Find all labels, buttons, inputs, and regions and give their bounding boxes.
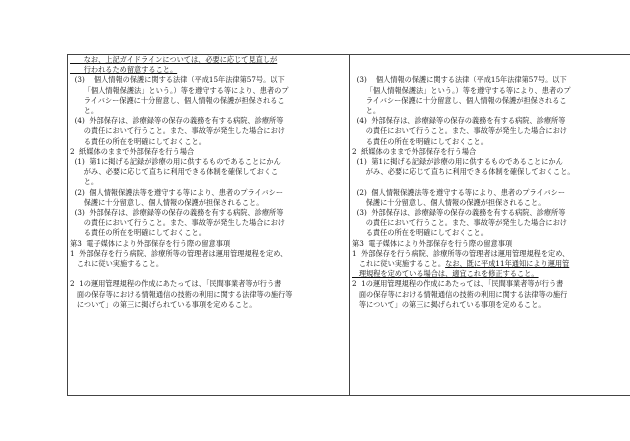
right-text-line [352,208,629,218]
left-line-text: 1 外部保存を行う病院、診療所等の管理者は運用管理規程を定め、 [70,248,288,258]
left-text-line [70,249,346,259]
right-line-text: 2 1の運用管理規程の作成にあたっては、「民間事業者等が行う書 [352,279,564,289]
right-text-line [352,188,629,198]
left-text-line [70,208,346,218]
right-text-line [352,290,629,300]
right-text-line [352,300,629,310]
right-text-line [352,75,629,85]
right-line-text: 第3 電子媒体により外部保存を行う際の留意事項 [352,238,513,248]
right-text-line [352,167,629,177]
left-text-line [70,177,346,187]
right-column [350,55,630,395]
right-line-text: (3) 外部保存は、診療録等の保存の義務を有する病院、診療所等 [352,208,566,218]
right-line-text [352,65,354,74]
right-text-line [352,218,629,228]
right-line-text: の責任において行うこと。また、事故等が発生した場合におけ [352,218,567,228]
right-line-text: る責任の所在を明確にしておくこと。 [352,228,488,238]
right-line-text: 2 紙媒体のままで外部保存を行う場合 [352,146,477,156]
left-line-text: 行われるため留意すること。 [70,65,178,75]
left-line-text: (3) 外部保存は、診療録等の保存の義務を有する病院、診療所等 [70,208,284,218]
right-line-text: 1 外部保存を行う病院、診療所等の管理者は運用管理規程を定め、 [352,248,570,258]
left-text-line [70,55,346,65]
left-text-line [70,300,346,310]
left-line-text: について」の第三に掲げられている事項を定めること。 [70,299,257,309]
right-text-line [352,96,629,106]
left-line-text: る責任の所在を明確にしておくこと。 [70,136,206,146]
left-text-line [70,259,346,269]
left-text-line [70,269,346,279]
left-line-text: と。 [70,177,99,187]
left-line-text: ライバシー保護に十分留意し、個人情報の保護が担保されるこ [70,95,285,105]
left-text-line [70,279,346,289]
right-line-text [352,177,354,186]
right-text-line [352,177,629,187]
right-line-text: る責任の所在を明確にしておくこと。 [352,136,488,146]
right-line-text: ライバシー保護に十分留意し、個人情報の保護が担保されるこ [352,95,567,105]
right-line-text: 等について」の第三に掲げられている事項を定めること。 [352,299,546,309]
left-text-line [70,126,346,136]
right-line-text: 保護に十分留意し、個人情報の保護が担保されること。 [352,197,546,207]
left-line-text: (1) 第1に掲げる記録が診療の用に供するものであることにかん [70,157,281,167]
left-line-text: 第3 電子媒体により外部保存を行う際の留意事項 [70,238,231,248]
left-line-text: 面の保存等における情報通信の技術の利用に関する法律等の施行等 [70,289,293,299]
left-text-line [70,137,346,147]
left-text-line [70,198,346,208]
right-line-text: 「個人情報保護法」という。）等を遵守する等により、患者のプ [352,85,571,95]
right-line-text: (1) 第1に掲げる記録が診療の用に供するものであることにかん [352,157,563,167]
right-line-text: と。 [352,106,381,116]
left-text-line [70,116,346,126]
left-text-line [70,147,346,157]
left-line-text: がみ、必要に応じて直ちに利用できる体制を確保しておくこ [70,167,279,177]
left-text-line [70,228,346,238]
right-text-line [352,228,629,238]
left-text-line [70,86,346,96]
left-text-line [70,96,346,106]
right-line-text: 面の保存等における情報通信の技術の利用に関する法律等の施行 [352,289,568,299]
left-line-text: の責任において行うこと。また、事故等が発生した場合におけ [70,126,285,136]
left-line-text: 「個人情報保護法」という。）等を遵守する等により、患者のプ [70,85,289,95]
right-line-text: (3) 個人情報の保護に関する法律（平成15年法律第57号。以下 [352,75,567,85]
right-text-line [352,198,629,208]
right-text-line [352,249,629,259]
left-line-text: の責任において行うこと。また、事故等が発生した場合におけ [70,218,285,228]
right-text-line [352,269,629,279]
right-text-line [352,86,629,96]
right-text-line [352,116,629,126]
left-text-line [70,188,346,198]
left-line-text: これに従い実施すること。 [70,259,164,269]
right-text-line [352,137,629,147]
right-text-line [352,65,629,75]
left-line-text: 保護に十分留意し、個人情報の保護が担保されること。 [70,197,264,207]
right-line-text: (4) 外部保存は、診療録等の保存の義務を有する病院、診療所等 [352,116,566,126]
left-line-text: 2 紙媒体のままで外部保存を行う場合 [70,146,195,156]
left-line-text: 2 1の運用管理規程の作成にあたっては、「民間事業者等が行う書 [70,279,282,289]
right-text-line [352,239,629,249]
left-text-line [70,157,346,167]
left-text-line [70,106,346,116]
comparison-table [67,54,630,396]
right-text-line [352,157,629,167]
left-text-line [70,239,346,249]
left-text-line [70,167,346,177]
right-line-amendment: なお、既に平成11年通知により運用管 [445,259,570,269]
right-line-text: がみ、必要に応じて直ちに利用できる体制を確保しておくこと。 [352,167,575,177]
left-line-text: (4) 外部保存は、診療録等の保存の義務を有する病院、診療所等 [70,116,284,126]
right-line-text: これに従い実施すること。 [352,259,446,269]
right-text-line [352,259,629,269]
left-line-text: (3) 個人情報の保護に関する法律（平成15年法律第57号。以下 [70,75,285,85]
right-line-text: (2) 個人情報保護法等を遵守する等により、患者のプライバシー [352,187,566,197]
right-text-line [352,279,629,289]
left-text-line [70,218,346,228]
left-line-text [70,269,72,278]
left-line-text: (2) 個人情報保護法等を遵守する等により、患者のプライバシー [70,187,284,197]
right-line-text: 理規程を定めている場合は、適宜これを修正すること。 [352,269,539,279]
left-text-line [70,290,346,300]
left-line-text: と。 [70,106,99,116]
right-text-line [352,147,629,157]
left-text-line [70,75,346,85]
right-line-text [352,55,354,64]
right-text-line [352,106,629,116]
left-column [68,55,350,395]
right-text-line [352,55,629,65]
left-line-text: る責任の所在を明確にしておくこと。 [70,228,206,238]
left-text-line [70,65,346,75]
right-text-line [352,126,629,136]
left-line-text: なお、上記ガイドラインについては、必要に応じて見直しが [70,55,278,64]
right-line-text: の責任において行うこと。また、事故等が発生した場合におけ [352,126,567,136]
